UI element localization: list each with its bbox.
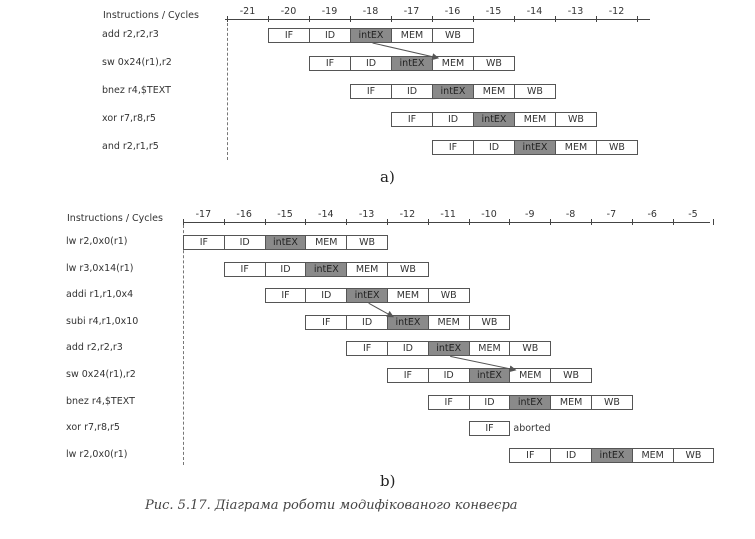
stage-if: IF	[224, 262, 266, 277]
stage-mem: MEM	[305, 235, 347, 250]
cycle-label: -18	[362, 6, 379, 17]
cycle-label: -8	[565, 209, 576, 220]
cycle-axis	[225, 19, 650, 20]
stage-mem: MEM	[514, 112, 556, 127]
cycle-label: -16	[444, 6, 461, 17]
stage-wb: WB	[596, 140, 638, 155]
axis-tick	[428, 219, 429, 225]
stage-mem: MEM	[509, 368, 551, 383]
axis-tick	[183, 219, 184, 225]
cycle-label: -17	[195, 209, 212, 220]
stage-mem: MEM	[555, 140, 597, 155]
stage-wb: WB	[514, 84, 556, 99]
stage-intex: intEX	[509, 395, 551, 410]
axis-tick	[596, 16, 597, 22]
cycle-label: -20	[280, 6, 297, 17]
axis-tick	[514, 16, 515, 22]
cycle-label: -15	[277, 209, 293, 220]
stage-mem: MEM	[346, 262, 388, 277]
stage-intex: intEX	[350, 28, 392, 43]
cycle-label: -12	[399, 209, 416, 220]
stage-wb: WB	[432, 28, 474, 43]
instruction-label: xor r7,r8,r5	[66, 422, 120, 434]
stage-mem: MEM	[469, 341, 511, 356]
cycle-label: -17	[403, 6, 420, 17]
axis-tick	[268, 16, 269, 22]
cycle-label: -11	[440, 209, 456, 220]
stage-id: ID	[224, 235, 266, 250]
stage-if: IF	[391, 112, 433, 127]
start-dashed-line	[227, 18, 228, 160]
axis-tick	[713, 219, 714, 225]
stage-id: ID	[387, 341, 429, 356]
stage-if: IF	[346, 341, 388, 356]
instruction-label: bnez r4,$TEXT	[102, 85, 171, 96]
instruction-label: lw r2,0x0(r1)	[66, 448, 128, 460]
instruction-label: add r2,r2,r3	[66, 342, 123, 354]
stage-id: ID	[432, 112, 474, 127]
instruction-label: addi r1,r1,0x4	[66, 289, 134, 301]
axis-tick	[555, 16, 556, 22]
stage-id: ID	[350, 56, 392, 71]
cycle-label: -14	[526, 6, 543, 17]
stage-id: ID	[391, 84, 433, 99]
stage-intex: intEX	[514, 140, 556, 155]
cycle-label: -6	[647, 209, 657, 220]
stage-if: IF	[268, 28, 310, 43]
cycle-label: -13	[358, 209, 375, 220]
cycle-label: -12	[608, 6, 625, 17]
axis-tick	[224, 219, 225, 225]
axis-tick	[346, 219, 347, 225]
subfigure-label-b: b)	[380, 472, 396, 490]
axis-tick	[509, 219, 510, 225]
stage-id: ID	[550, 448, 592, 463]
stage-if: IF	[309, 56, 351, 71]
axis-tick	[309, 16, 310, 22]
cycle-label: -16	[236, 209, 252, 220]
axis-tick	[632, 219, 633, 225]
stage-mem: MEM	[391, 28, 433, 43]
instruction-label: lw r3,0x14(r1)	[66, 262, 134, 274]
aborted-note: aborted	[513, 423, 551, 435]
stage-if: IF	[432, 140, 474, 155]
stage-if: IF	[387, 368, 429, 383]
axis-tick	[265, 219, 266, 225]
stage-intex: intEX	[469, 368, 511, 383]
axis-tick	[550, 219, 551, 225]
axis-tick	[391, 16, 392, 22]
axis-tick	[673, 219, 674, 225]
instruction-label: add r2,r2,r3	[102, 29, 159, 40]
axis-tick	[432, 16, 433, 22]
stage-if: IF	[428, 395, 470, 410]
axis-tick	[227, 16, 228, 22]
axis-tick	[591, 219, 592, 225]
stage-mem: MEM	[428, 315, 470, 330]
stage-wb: WB	[591, 395, 633, 410]
cycle-label: -9	[525, 209, 535, 220]
stage-mem: MEM	[387, 288, 429, 303]
stage-wb: WB	[509, 341, 551, 356]
stage-if: IF	[469, 421, 511, 436]
cycle-label: -13	[567, 6, 584, 17]
stage-id: ID	[428, 368, 470, 383]
stage-wb: WB	[555, 112, 597, 127]
stage-wb: WB	[473, 56, 515, 71]
stage-intex: intEX	[432, 84, 474, 99]
stage-id: ID	[305, 288, 347, 303]
cycle-label: -19	[321, 6, 338, 17]
stage-intex: intEX	[591, 448, 633, 463]
stage-intex: intEX	[387, 315, 429, 330]
stage-if: IF	[509, 448, 551, 463]
stage-wb: WB	[550, 368, 592, 383]
stage-wb: WB	[673, 448, 715, 463]
cycle-label: -10	[481, 209, 497, 220]
axis-tick	[637, 16, 638, 22]
stage-mem: MEM	[550, 395, 592, 410]
instruction-label: sw 0x24(r1),r2	[66, 369, 136, 380]
axis-tick	[469, 219, 470, 225]
cycle-label: -21	[239, 6, 256, 17]
stage-intex: intEX	[391, 56, 433, 71]
stage-mem: MEM	[473, 84, 515, 99]
cycle-label: -5	[688, 209, 698, 220]
cycle-label: -15	[485, 6, 502, 17]
stage-if: IF	[265, 288, 307, 303]
stage-intex: intEX	[265, 235, 307, 250]
stage-if: IF	[305, 315, 347, 330]
instruction-label: and r2,r1,r5	[102, 141, 159, 152]
axis-header: Instructions / Cycles	[103, 10, 199, 21]
axis-tick	[473, 16, 474, 22]
stage-wb: WB	[346, 235, 388, 250]
stage-id: ID	[346, 315, 388, 330]
stage-intex: intEX	[428, 341, 470, 356]
axis-header: Instructions / Cycles	[67, 213, 163, 224]
axis-tick	[387, 219, 388, 225]
cycle-label: -14	[318, 209, 334, 220]
cycle-label: -7	[606, 209, 617, 220]
stage-if: IF	[350, 84, 392, 99]
stage-mem: MEM	[632, 448, 674, 463]
stage-wb: WB	[469, 315, 511, 330]
instruction-label: sw 0x24(r1),r2	[102, 57, 172, 68]
axis-tick	[305, 219, 306, 225]
stage-id: ID	[265, 262, 307, 277]
axis-tick	[350, 16, 351, 22]
stage-intex: intEX	[305, 262, 347, 277]
stage-mem: MEM	[432, 56, 474, 71]
instruction-label: subi r4,r1,0x10	[66, 315, 139, 327]
stage-intex: intEX	[346, 288, 388, 303]
stage-id: ID	[469, 395, 511, 410]
instruction-label: bnez r4,$TEXT	[66, 395, 135, 407]
stage-if: IF	[183, 235, 225, 250]
stage-intex: intEX	[473, 112, 515, 127]
instruction-label: xor r7,r8,r5	[102, 113, 156, 124]
figure-caption: Рис. 5.17. Діаграма роботи модифікованого конвеєра	[145, 498, 518, 513]
stage-id: ID	[309, 28, 351, 43]
subfigure-label-a: a)	[380, 168, 395, 186]
stage-wb: WB	[387, 262, 429, 277]
instruction-label: lw r2,0x0(r1)	[66, 236, 128, 247]
stage-wb: WB	[428, 288, 470, 303]
start-dashed-line	[183, 220, 184, 465]
stage-id: ID	[473, 140, 515, 155]
